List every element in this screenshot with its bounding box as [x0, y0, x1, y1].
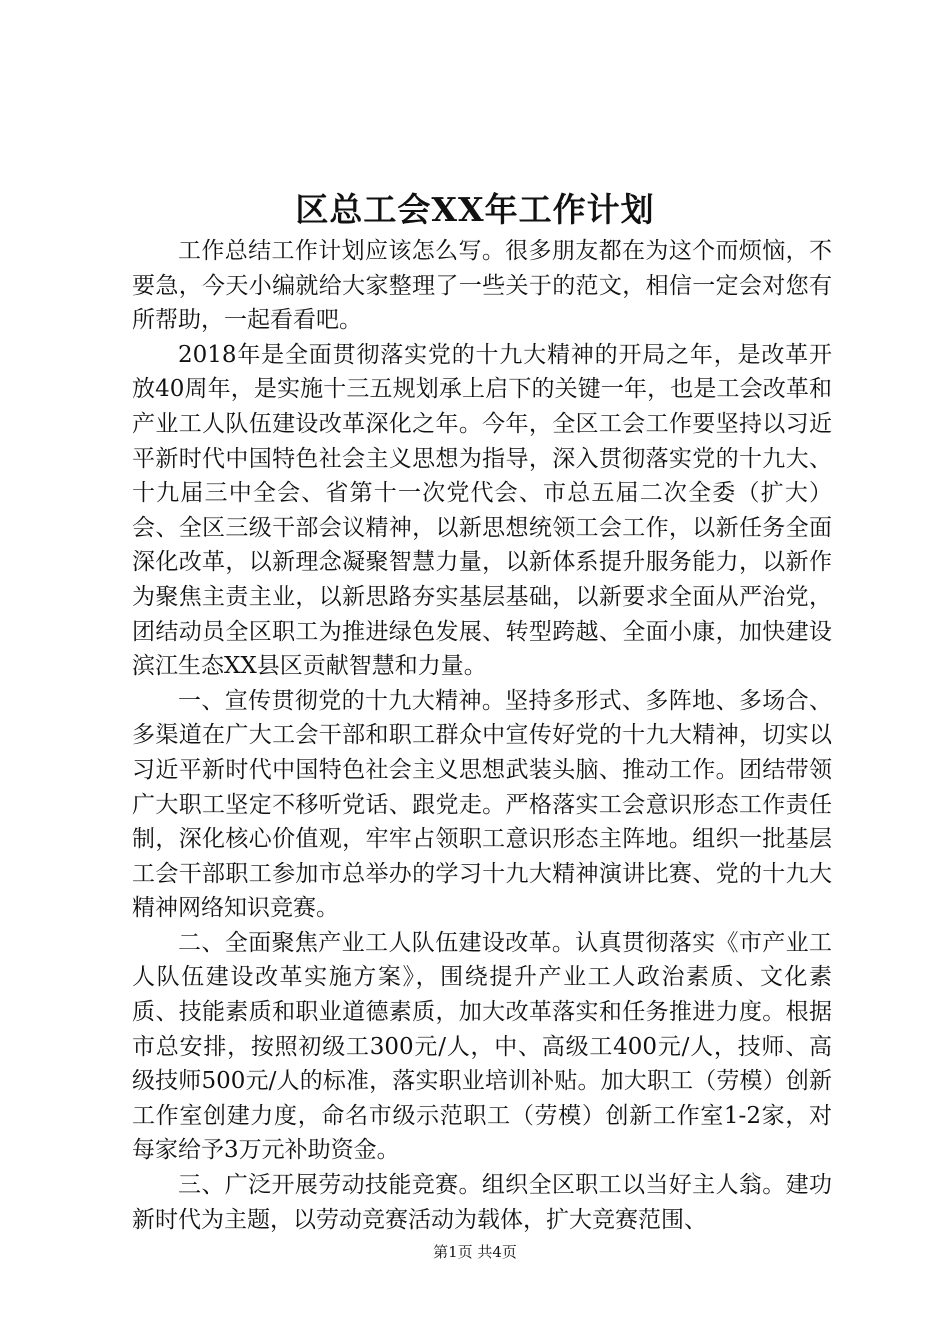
document-body [132, 234, 832, 1237]
paragraph-overview: 2018年是全面贯彻落实党的十九大精神的开局之年，是改革开放40周年，是实施十三五规划承上启下的关键一年，也是工会改革和产业工人队伍建设改革深化之年。今年，全区工会工作要坚持以习近平新时代中国特色社会主义思想为指导，深入贯彻落实党的十九大、十九届三中全会、省第十一次党代会、市总五届二次全委（扩大）会、全区三级干部会议精神，以新思想统领工会工作，以新任务全面深化改革，以新理念凝聚智慧力量，以新体系提升服务能力，以新作为聚焦主责主业，以新思路夯实基层基础，以新要求全面从严治党，团结动员全区职工为推进绿色发展、转型跨越、全面小康，加快建设滨江生态XX县区贡献智慧和力量。 [132, 341, 832, 680]
paragraph-section-1: 一、宣传贯彻党的十九大精神。坚持多形式、多阵地、多场合、多渠道在广大工会干部和职工群众中宣传好党的十九大精神，切实以习近平新时代中国特色社会主义思想武装头脑、推动工作。团结带领广大职工坚定不移听党话、跟党走。严格落实工会意识形态工作责任制，深化核心价值观，牢牢占领职工意识形态主阵地。组织一批基层工会干部职工参加市总举办的学习十九大精神演讲比赛、党的十九大精神网络知识竞赛。 [132, 687, 832, 922]
paragraph-intro: 工作总结工作计划应该怎么写。很多朋友都在为这个而烦恼，不要急，今天小编就给大家整理了一些关于的范文，相信一定会对您有所帮助，一起看看吧。 [132, 238, 832, 334]
paragraph-section-3: 三、广泛开展劳动技能竞赛。组织全区职工以当好主人翁。建功新时代为主题，以劳动竞赛活动为载体，扩大竞赛范围、 [132, 1172, 832, 1233]
page-number-footer: 第1页 共4页 [433, 1243, 517, 1261]
paragraph-section-2: 二、全面聚焦产业工人队伍建设改革。认真贯彻落实《市产业工人队伍建设改革实施方案》，围绕提升产业工人政治素质、文化素质、技能素质和职业道德素质，加大改革落实和任务推进力度。根据市总安排，按照初级工300元/人，中、高级工400元/人，技师、高级技师500元/人的标准，落实职业培训补贴。加大职工（劳模）创新工作室创建力度，命名市级示范职工（劳模）创新工作室1-2家，对每家给予3万元补助资金。 [132, 929, 832, 1164]
document-title: 区总工会XX年工作计划 [295, 190, 655, 229]
